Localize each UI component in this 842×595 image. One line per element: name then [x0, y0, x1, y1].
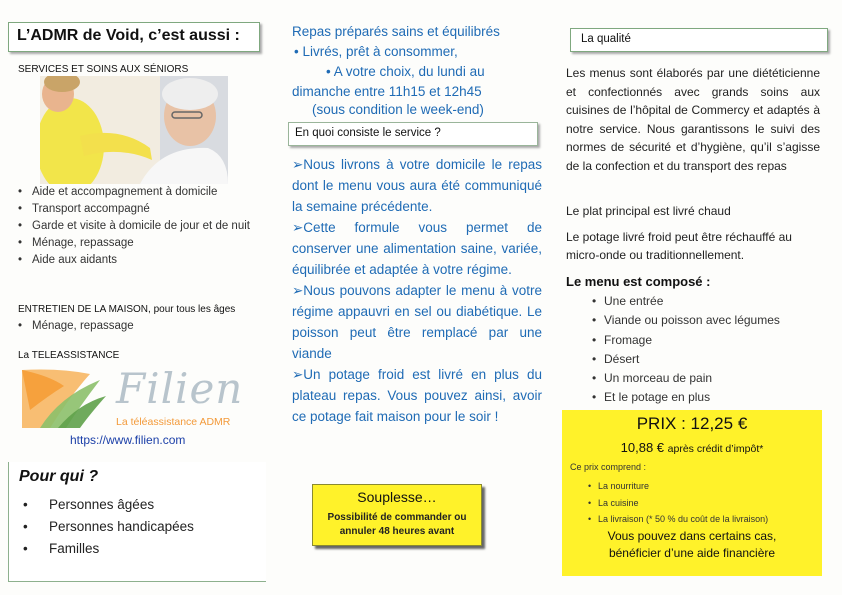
potage-line: micro-onde ou traditionnellement. [566, 248, 745, 262]
pour-qui-box [8, 462, 266, 582]
list-item: • Aide et accompagnement à domicile [18, 184, 268, 201]
potage-line: Le potage livré froid peut être réchauffé au [566, 230, 792, 244]
prix-aide [562, 528, 822, 562]
list-item: • Fromage [592, 331, 780, 350]
services-heading: SERVICES ET SOINS AUX SÉNIORS [18, 64, 189, 75]
menu-list [592, 292, 780, 408]
entretien-heading: ENTRETIEN DE LA MAISON, pour tous les âges [18, 304, 236, 315]
qualite-box [570, 28, 828, 52]
filien-tagline: La téléassistance ADMR [116, 416, 231, 428]
list-item: • Aide aux aidants [18, 252, 268, 269]
list-item: • La nourriture [588, 478, 768, 495]
service-paragraph: ➢Un potage froid est livré en plus du plateau repas. Vous pouvez ainsi, avoir ce potage fait maison pour le soir ! [292, 367, 542, 424]
prix-credit-label: après crédit d’impôt* [667, 443, 764, 455]
list-item: • Transport accompagné [18, 201, 268, 218]
intro-line: • Livrés, prêt à consommer, [294, 44, 458, 59]
prix-comprend: Ce prix comprend : [570, 462, 647, 472]
service-description [292, 154, 542, 427]
services-list [18, 184, 268, 269]
list-item: • Et le potage en plus [592, 388, 780, 407]
list-item: • Ménage, repassage [18, 318, 268, 335]
entretien-list [18, 318, 268, 335]
qualite-text: Les menus sont élaborés par une diététicienne et confectionnés avec grands soins aux cuisines de l’hôpital de Commercy et adaptés à notre service. Nous garantissons le suivi des normes de sécurité et d’hygiène, qu’il s’agisse de la confection et du transport des repas [566, 66, 820, 173]
aide-line: bénéficier d’une aide financière [608, 546, 776, 560]
souplesse-box [312, 484, 482, 546]
souplesse-title: Souplesse… [357, 489, 437, 505]
list-item: • Garde et visite à domicile de jour et de nuit [18, 218, 268, 235]
list-item: • Ménage, repassage [18, 235, 268, 252]
menu-title: Le menu est composé : [566, 274, 711, 289]
list-item: • Un morceau de pain [592, 369, 780, 388]
service-label: En quoi consiste le service ? [295, 127, 441, 139]
list-item: • Personnes handicapées [23, 516, 263, 538]
plat-chaud: Le plat principal est livré chaud [566, 204, 731, 218]
aide-line: Vous pouvez dans certains cas, [607, 529, 777, 543]
intro-line: (sous condition le week-end) [312, 102, 484, 117]
list-item: • Personnes âgées [23, 494, 263, 516]
prix-credit [562, 440, 822, 455]
pour-qui-list [23, 494, 263, 560]
service-paragraph: ➢Nous pouvons adapter le menu à votre régime appauvri en sel ou diabétique. Le poisson peut être remplacé par une viande [292, 283, 542, 361]
service-box [288, 122, 538, 146]
prix-credit-value: 10,88 € [620, 440, 665, 455]
intro-line: Repas préparés sains et équilibrés [292, 24, 500, 39]
intro-line: dimanche entre 11h15 et 12h45 [292, 84, 482, 99]
pour-qui-title: Pour qui ? [19, 468, 99, 485]
intro-line: • A votre choix, du lundi au [326, 64, 485, 79]
teleassistance-heading: La TELEASSISTANCE [18, 350, 120, 361]
list-item: • Une entrée [592, 292, 780, 311]
qualite-label: La qualité [581, 33, 631, 45]
page-title: L’ADMR de Void, c’est aussi : [17, 27, 240, 44]
list-item: • La livraison (* 50 % du coût de la livraison) [588, 511, 768, 528]
list-item: • Viande ou poisson avec légumes [592, 311, 780, 330]
title-box [8, 22, 260, 52]
column-services [0, 0, 280, 595]
column-qualite [560, 0, 842, 595]
filien-logo-text: Filien [116, 364, 244, 413]
prix-title: PRIX : 12,25 € [636, 414, 748, 433]
souplesse-text: Possibilité de commander ou annuler 48 heures avant [327, 512, 467, 537]
list-item: • Familles [23, 538, 263, 560]
list-item: • Désert [592, 350, 780, 369]
filien-url-link[interactable]: https://www.filien.com [70, 433, 186, 447]
service-paragraph: ➢Nous livrons à votre domicile le repas dont le menu vous aura été communiqué la semaine précédente. [292, 157, 542, 214]
service-paragraph: ➢Cette formule vous permet de conserver une alimentation saine, variée, équilibrée et adaptée à votre régime. [292, 220, 542, 277]
list-item: • La cuisine [588, 495, 768, 512]
column-repas [280, 0, 560, 595]
filien-logo [20, 366, 245, 436]
prix-box [562, 410, 822, 576]
prix-list [588, 478, 768, 528]
seniors-photo [40, 76, 228, 184]
